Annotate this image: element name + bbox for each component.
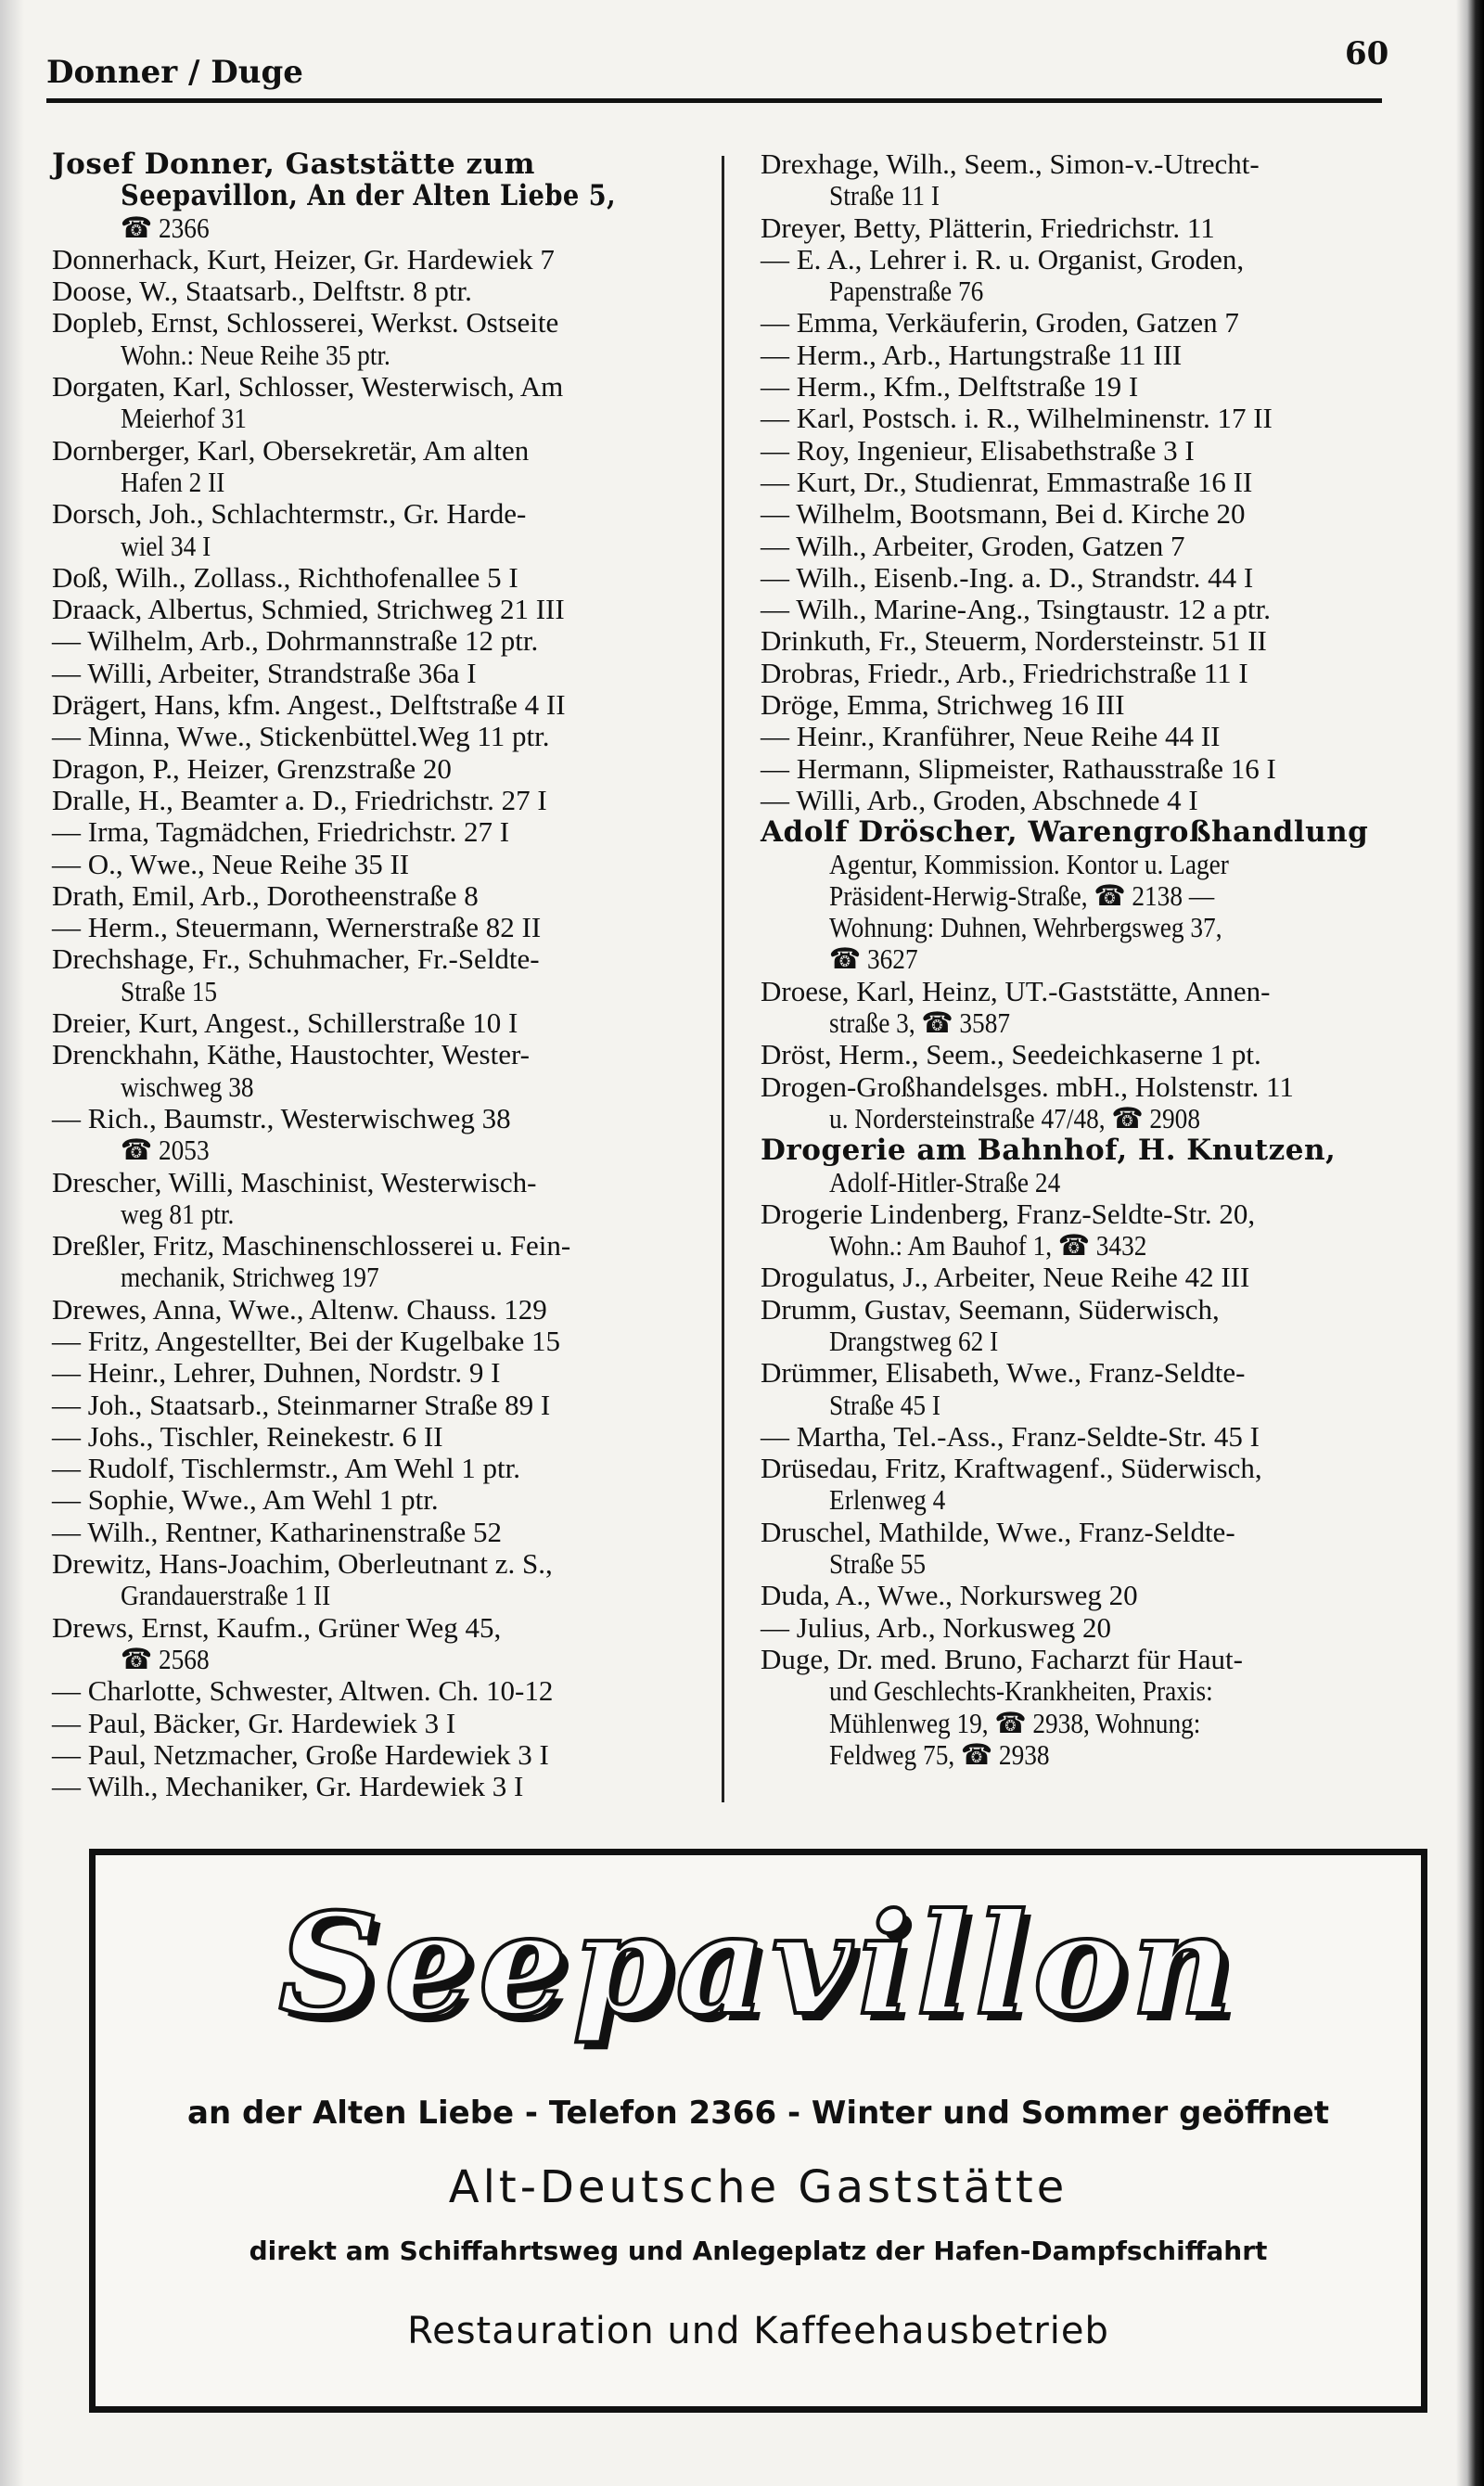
advert-logo: Seepavillon [278, 1883, 1238, 2046]
entry-first-line: — Irma, Tagmädchen, Friedrichstr. 27 I [52, 815, 510, 849]
directory-entry [761, 1357, 1419, 1421]
page-left-shadow [0, 0, 24, 2486]
entry-first-line: — Charlotte, Schwester, Altwen. Ch. 10-12 [52, 1674, 554, 1708]
entry-first-line: Dreyer, Betty, Plätterin, Friedrichstr. 11 [761, 211, 1215, 244]
entry-first-line: — Karl, Postsch. i. R., Wilhelminenstr. 17 II [761, 402, 1273, 435]
directory-entry [761, 307, 1419, 339]
directory-entry [52, 307, 710, 371]
directory-entry [761, 467, 1419, 498]
entry-continuation-line: Hafen 2 II [121, 465, 225, 498]
advert-line-tagline: Alt-Deutsche Gaststätte [448, 2161, 1068, 2213]
entry-first-line: — Roy, Ingenieur, Elisabethstraße 3 I [761, 433, 1195, 467]
entry-continuation-line: u. Nordersteinstraße 47/48, ☎ 2908 [829, 1101, 1200, 1134]
directory-entry [761, 689, 1419, 721]
directory-entry [52, 816, 710, 848]
directory-entry [52, 1357, 710, 1389]
entry-first-line: — Minna, Wwe., Stickenbüttel.Weg 11 ptr. [52, 720, 550, 753]
directory-entry [52, 1007, 710, 1039]
directory-entry [761, 562, 1419, 594]
entry-continuation-line: Feldweg 75, ☎ 2938 [829, 1737, 1050, 1771]
entry-continuation-line: Mühlenweg 19, ☎ 2938, Wohnung: [829, 1706, 1201, 1739]
directory-entry [52, 1453, 710, 1484]
directory-entry [761, 498, 1419, 530]
entry-first-line: — Willi, Arb., Groden, Abschnede 4 I [761, 783, 1198, 816]
entry-first-line: — Wilh., Rentner, Katharinenstraße 52 [52, 1515, 503, 1548]
directory-entry [52, 1484, 710, 1516]
advert-line-services: Restauration und Kaffeehausbetrieb [407, 2310, 1109, 2352]
directory-entry [761, 435, 1419, 467]
entry-continuation-line: ☎ 2568 [121, 1642, 210, 1675]
directory-entry [52, 498, 710, 562]
directory-entry [52, 1230, 710, 1294]
entry-first-line: — Hermann, Slipmeister, Rathausstraße 16 I [761, 751, 1276, 785]
directory-entry [52, 1612, 710, 1676]
entry-first-line: Doß, Wilh., Zollass., Richthofenallee 5 I [52, 560, 518, 594]
entry-first-line: Drescher, Willi, Maschinist, Westerwisch- [52, 1165, 537, 1198]
directory-entry [52, 689, 710, 721]
directory-entry [52, 880, 710, 912]
entry-first-line: Dornberger, Karl, Obersekretär, Am alten [52, 433, 530, 467]
entry-continuation-line: Agentur, Kommission. Kontor u. Lager [829, 847, 1229, 880]
entry-first-line: Josef Donner, Gaststätte zum [52, 147, 535, 181]
entry-continuation-line: Grandauerstraße 1 II [121, 1579, 331, 1612]
directory-entry [761, 658, 1419, 689]
entry-continuation-line: ☎ 3627 [829, 942, 918, 976]
entry-first-line: — Wilh., Arbeiter, Groden, Gatzen 7 [761, 529, 1185, 562]
running-header: Donner / Duge [46, 54, 303, 91]
entry-first-line: — Johs., Tischler, Reinekestr. 6 II [52, 1419, 443, 1453]
entry-first-line: Duge, Dr. med. Bruno, Facharzt für Haut- [761, 1642, 1243, 1675]
entry-first-line: — O., Wwe., Neue Reihe 35 II [52, 847, 410, 880]
entry-continuation-line: Straße 15 [121, 974, 218, 1007]
entry-continuation-line: wiel 34 I [121, 529, 211, 562]
entry-first-line: — Herm., Arb., Hartungstraße 11 III [761, 338, 1183, 371]
entry-first-line: — Heinr., Lehrer, Duhnen, Nordstr. 9 I [52, 1356, 501, 1390]
directory-entry [761, 785, 1419, 816]
entry-first-line: Dröst, Herm., Seem., Seedeichkaserne 1 pt. [761, 1038, 1261, 1071]
directory-entry [52, 753, 710, 785]
entry-first-line: Drenckhahn, Käthe, Haustochter, Wester- [52, 1038, 530, 1071]
entry-continuation-line: Drangstweg 62 I [829, 1324, 999, 1357]
entry-first-line: Drath, Emil, Arb., Dorotheenstraße 8 [52, 878, 479, 912]
directory-entry [761, 753, 1419, 785]
entry-first-line: Drechshage, Fr., Schuhmacher, Fr.-Seldte- [52, 942, 540, 976]
advertisement-box [89, 1849, 1427, 2413]
directory-entry [52, 943, 710, 1007]
entry-first-line: Dopleb, Ernst, Schlosserei, Werkst. Ostseite [52, 306, 559, 340]
entry-first-line: Dragon, P., Heizer, Grenzstraße 20 [52, 751, 452, 785]
entry-continuation-line: Präsident-Herwig-Straße, ☎ 2138 — [829, 878, 1215, 912]
right-column [761, 148, 1419, 1771]
directory-entry [52, 1421, 710, 1453]
entry-first-line: Dreier, Kurt, Angest., Schillerstraße 10 I [52, 1006, 518, 1040]
directory-entry [761, 371, 1419, 403]
directory-entry [761, 816, 1419, 975]
entry-first-line: — Kurt, Dr., Studienrat, Emmastraße 16 II [761, 465, 1253, 498]
entry-first-line: — Rudolf, Tischlermstr., Am Wehl 1 ptr. [52, 1452, 521, 1485]
entry-first-line: Droese, Karl, Heinz, UT.-Gaststätte, Annen- [761, 974, 1271, 1007]
directory-entry [761, 1294, 1419, 1358]
entry-continuation-line: wischweg 38 [121, 1070, 254, 1103]
entry-first-line: Dralle, H., Beamter a. D., Friedrichstr. 27 I [52, 783, 547, 816]
directory-entry [52, 785, 710, 816]
directory-entry [761, 148, 1419, 212]
entry-first-line: Drümmer, Elisabeth, Wwe., Franz-Seldte- [761, 1356, 1246, 1390]
directory-entry [52, 912, 710, 943]
entry-first-line: Adolf Dröscher, Warengroßhandlung [761, 815, 1369, 850]
entry-first-line: Drews, Ernst, Kaufm., Grüner Weg 45, [52, 1610, 502, 1644]
entry-first-line: — Herm., Kfm., Delftstraße 19 I [761, 370, 1139, 404]
directory-entry [52, 435, 710, 499]
directory-entry [761, 1262, 1419, 1293]
entry-continuation-line: Wohn.: Neue Reihe 35 ptr. [121, 338, 390, 371]
entry-first-line: Drägert, Hans, kfm. Angest., Delftstraße 4 II [52, 688, 566, 722]
entry-first-line: Drogerie Lindenberg, Franz-Seldte-Str. 20, [761, 1197, 1256, 1230]
entry-first-line: Drogen-Großhandelsges. mbH., Holstenstr. 11 [761, 1070, 1294, 1103]
entry-first-line: Dorgaten, Karl, Schlosser, Westerwisch, Am [52, 370, 564, 404]
entry-continuation-line: und Geschlechts-Krankheiten, Praxis: [829, 1674, 1213, 1708]
entry-first-line: — E. A., Lehrer i. R. u. Organist, Groden, [761, 242, 1245, 276]
entry-first-line: — Wilh., Marine-Ang., Tsingtaustr. 12 a ptr. [761, 593, 1271, 626]
directory-entry [52, 849, 710, 880]
directory-entry [761, 1644, 1419, 1771]
directory-entry [761, 1039, 1419, 1070]
directory-entry [52, 1708, 710, 1739]
entry-first-line: — Sophie, Wwe., Am Wehl 1 ptr. [52, 1483, 439, 1517]
entry-continuation-line: Erlenweg 4 [829, 1483, 946, 1517]
entry-first-line: Druschel, Mathilde, Wwe., Franz-Seldte- [761, 1515, 1235, 1548]
directory-entry [761, 340, 1419, 371]
directory-entry [52, 1517, 710, 1548]
directory-entry [52, 1675, 710, 1707]
entry-continuation-line: ☎ 2366 [121, 211, 210, 244]
entry-first-line: Dreßler, Fritz, Maschinenschlosserei u. Fein- [52, 1229, 571, 1262]
directory-entry [761, 1421, 1419, 1453]
entry-continuation-line: Straße 55 [829, 1547, 927, 1581]
advert-line-directions: direkt am Schiffahrtsweg und Anlegeplatz der Hafen-Dampfschiffahrt [249, 2236, 1268, 2266]
entry-first-line: Draack, Albertus, Schmied, Strichweg 21 III [52, 593, 565, 626]
entry-first-line: — Paul, Bäcker, Gr. Hardewiek 3 I [52, 1706, 456, 1739]
directory-entry [761, 1198, 1419, 1262]
directory-entry [52, 562, 710, 594]
entry-first-line: Drexhage, Wilh., Seem., Simon-v.-Utrecht- [761, 147, 1260, 180]
directory-entry [761, 976, 1419, 1040]
entry-first-line: Dorsch, Joh., Schlachtermstr., Gr. Harde- [52, 497, 527, 531]
column-divider [722, 156, 724, 1802]
directory-entry [761, 531, 1419, 562]
directory-entry [52, 625, 710, 657]
directory-entry [761, 721, 1419, 752]
directory-entry [52, 658, 710, 689]
directory-entry [52, 594, 710, 625]
directory-entry [761, 1071, 1419, 1135]
header-rule [46, 98, 1382, 103]
directory-entry [761, 1134, 1419, 1198]
entry-continuation-line: Meierhof 31 [121, 402, 247, 435]
directory-entry [761, 1517, 1419, 1581]
directory-entry [52, 1294, 710, 1326]
entry-first-line: Drogulatus, J., Arbeiter, Neue Reihe 42 III [761, 1261, 1250, 1294]
entry-first-line: Drüsedau, Fritz, Kraftwagenf., Süderwisch, [761, 1452, 1262, 1485]
entry-first-line: — Rich., Baumstr., Westerwischweg 38 [52, 1101, 511, 1134]
entry-first-line: — Emma, Verkäuferin, Groden, Gatzen 7 [761, 306, 1239, 340]
entry-first-line: — Heinr., Kranführer, Neue Reihe 44 II [761, 720, 1221, 753]
entry-continuation-line: Wohn.: Am Bauhof 1, ☎ 3432 [829, 1229, 1147, 1262]
entry-continuation-line: Seepavillon, An der Alten Liebe 5, [121, 179, 617, 213]
directory-entry [761, 403, 1419, 434]
entry-continuation-line: Wohnung: Duhnen, Wehrbergsweg 37, [829, 911, 1222, 944]
entry-continuation-line: straße 3, ☎ 3587 [829, 1006, 1011, 1040]
page-right-edge [1456, 0, 1484, 2486]
directory-entry [761, 625, 1419, 657]
directory-entry [761, 1453, 1419, 1517]
directory-entry [52, 371, 710, 435]
directory-entry [52, 1390, 710, 1421]
entry-first-line: — Joh., Staatsarb., Steinmarner Straße 89 I [52, 1388, 551, 1421]
entry-first-line: — Wilh., Eisenb.-Ing. a. D., Strandstr. 44 I [761, 560, 1254, 594]
directory-entry [52, 244, 710, 276]
entry-first-line: — Martha, Tel.-Ass., Franz-Seldte-Str. 45 I [761, 1419, 1260, 1453]
directory-entry [52, 1548, 710, 1612]
directory-entry [52, 276, 710, 307]
entry-first-line: Drumm, Gustav, Seemann, Süderwisch, [761, 1292, 1220, 1326]
entry-first-line: — Wilhelm, Bootsmann, Bei d. Kirche 20 [761, 497, 1246, 531]
entry-first-line: Duda, A., Wwe., Norkursweg 20 [761, 1579, 1138, 1612]
entry-first-line: — Fritz, Angestellter, Bei der Kugelbake 15 [52, 1324, 561, 1357]
entry-first-line: — Wilh., Mechaniker, Gr. Hardewiek 3 I [52, 1770, 524, 1803]
entry-continuation-line: mechanik, Strichweg 197 [121, 1261, 379, 1294]
directory-entry [52, 148, 710, 244]
directory-entry [52, 1167, 710, 1231]
directory-entry [761, 212, 1419, 244]
entry-first-line: Drinkuth, Fr., Steuerm, Nordersteinstr. 51 II [761, 624, 1267, 658]
directory-entry [52, 1771, 710, 1802]
entry-first-line: Drobras, Friedr., Arb., Friedrichstraße 11 I [761, 656, 1248, 689]
entry-continuation-line: Adolf-Hitler-Straße 24 [829, 1165, 1061, 1198]
entry-first-line: — Wilhelm, Arb., Dohrmannstraße 12 ptr. [52, 624, 539, 658]
entry-first-line: Dröge, Emma, Strichweg 16 III [761, 688, 1125, 722]
entry-first-line: — Herm., Steuermann, Wernerstraße 82 II [52, 911, 542, 944]
entry-first-line: — Paul, Netzmacher, Große Hardewiek 3 I [52, 1737, 549, 1771]
entry-first-line: — Julius, Arb., Norkusweg 20 [761, 1610, 1112, 1644]
entry-first-line: Drewitz, Hans-Joachim, Oberleutnant z. S., [52, 1547, 553, 1581]
entry-first-line: Donnerhack, Kurt, Heizer, Gr. Hardewiek 7 [52, 242, 555, 276]
entry-continuation-line: Straße 11 I [829, 179, 940, 212]
directory-entry [761, 594, 1419, 625]
entry-continuation-line: Straße 45 I [829, 1388, 940, 1421]
entry-first-line: — Willi, Arbeiter, Strandstraße 36a I [52, 656, 477, 689]
directory-entry [52, 721, 710, 752]
directory-entry [52, 1039, 710, 1103]
advert-line-location: an der Alten Liebe - Telefon 2366 - Winter und Sommer geöffnet [187, 2095, 1329, 2132]
directory-entry [52, 1326, 710, 1357]
left-column [52, 148, 710, 1802]
page-number: 60 [1345, 35, 1389, 72]
directory-entry [52, 1103, 710, 1167]
entry-continuation-line: weg 81 ptr. [121, 1197, 235, 1230]
entry-continuation-line: ☎ 2053 [121, 1134, 210, 1167]
entry-first-line: Doose, W., Staatsarb., Delftstr. 8 ptr. [52, 275, 472, 308]
directory-entry [761, 1612, 1419, 1644]
entry-first-line: Drogerie am Bahnhof, H. Knutzen, [761, 1134, 1337, 1168]
entry-continuation-line: Papenstraße 76 [829, 275, 984, 308]
directory-entry [761, 244, 1419, 308]
entry-first-line: Drewes, Anna, Wwe., Altenw. Chauss. 129 [52, 1292, 547, 1326]
directory-entry [761, 1580, 1419, 1611]
directory-entry [52, 1739, 710, 1771]
